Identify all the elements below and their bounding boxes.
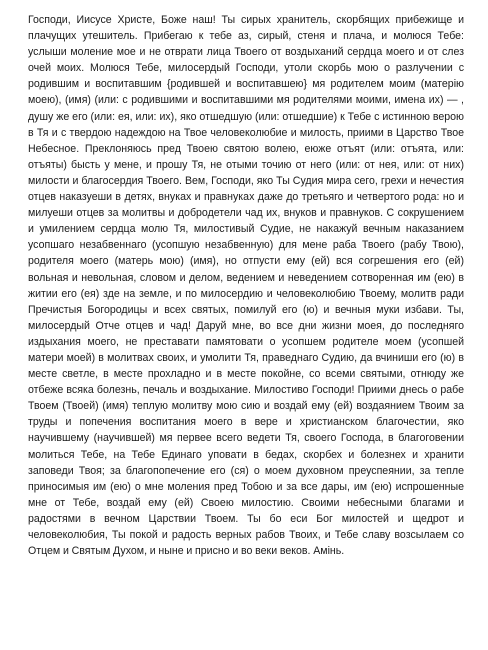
- document-page: [28, 12, 464, 642]
- prayer-text: Господи, Иисусе Христе, Боже наш! Ты сирых хранитель, скорбящих прибежище и плачущих утешитель. Прибегаю к тебе аз, сирый, стеня и плача, и молюся Тебе: услыши моление мое и не отврати лица Твоего от воздыханий сердца моего и от слез очей моих. Молюся Тебе, милосердый Господи, утоли скорбь мою о разлучении с родившим и воспитавшим {родившей и воспитавшею} мя родителем моим (матерію моею), (имя) (или: с родившими и воспитавшими мя родителями моими, имена их) — , душу же его (или: ея, или: их), яко отшедшую (или: отшедшие) к Тебе с истинною верою в Тя и с твердою надеждою на Твое человеколюбие и милость, приими в Царство Твое Небесное. Преклоняюсь пред Твоею святою волею, еюже отъят (или: отъята, или: отъяты) бысть у мене, и прошу Тя, не отыми точию от него (или: от нея, или: от них) милости и благосердия Твоего. Вем, Господи, яко Ты Судия мира сего, грехи и нечестия отцев наказуеши в детях, внуках и правнуках даже до третьяго и четвертого рода: но и милуеши отцев за молитвы и добродетели чад их, внуков и правнуков. С сокрушением и умилением сердца молю Тя, милостивый Судие, не накажуй вечным наказанием усопшаго незабвеннаго (усопшую незабвенную) для мене раба Твоего (рабу Твою), родителя моего (матерь мою) (имя), но отпусти ему (ей) вся согрешения его (ей) вольная и невольная, словом и делом, ведением и неведением сотворенная им (ею) в житии его (ея) зде на земле, и по милосердию и человеколюбию Твоему, молитв ради Пречистыя Богородицы и всех святых, помилуй его (ю) и вечныя муки избави. Ты, милосердый Отче отцев и чад! Даруй мне, во все дни жизни моея, до последняго издыхания моего, не преставати памятовати о усопшем родителе моем (усопшей матери моей) в молитвах своих, и умолити Тя, праведнаго Судию, да вчиниши его (ю) в месте светле, в месте прохладно и в месте покойне, со всеми святыми, отнюду же отбеже всяка болезнь, печаль и воздыхание. Милостиво Господи! Приими днесь о рабе Твоем (Твоей) (имя) теплую молитву мою сию и воздай ему (ей) воздаянием Твоим за труды и попечения воспитания моего в вере и христианском благочестии, яко научившему (научившей) мя первее всего ведети Тя, своего Господа, в благоговении молиться Тебе, на Тебе Единаго уповати в бедах, скорбех и болезнех и хранити заповеди Твоя; за благопопечение его (ся) о моем духовном преуспеянии, за тепле приносимыя им (ею) о мне моления пред Тобою и за все дары, им (ею) испрошенные мне от Тебе, воздай ему (ей) Своею милостию. Своими небесными благами и радостями в вечном Царствии Твоем. Ты бо еси Бог милостей и щедрот и человеколюбия, Ты покой и радость верных рабов Твоих, и Тебе славу возсылаем со Отцем и Святым Духом, и ныне и присно и во веки веков. Амінь.: [28, 14, 464, 558]
